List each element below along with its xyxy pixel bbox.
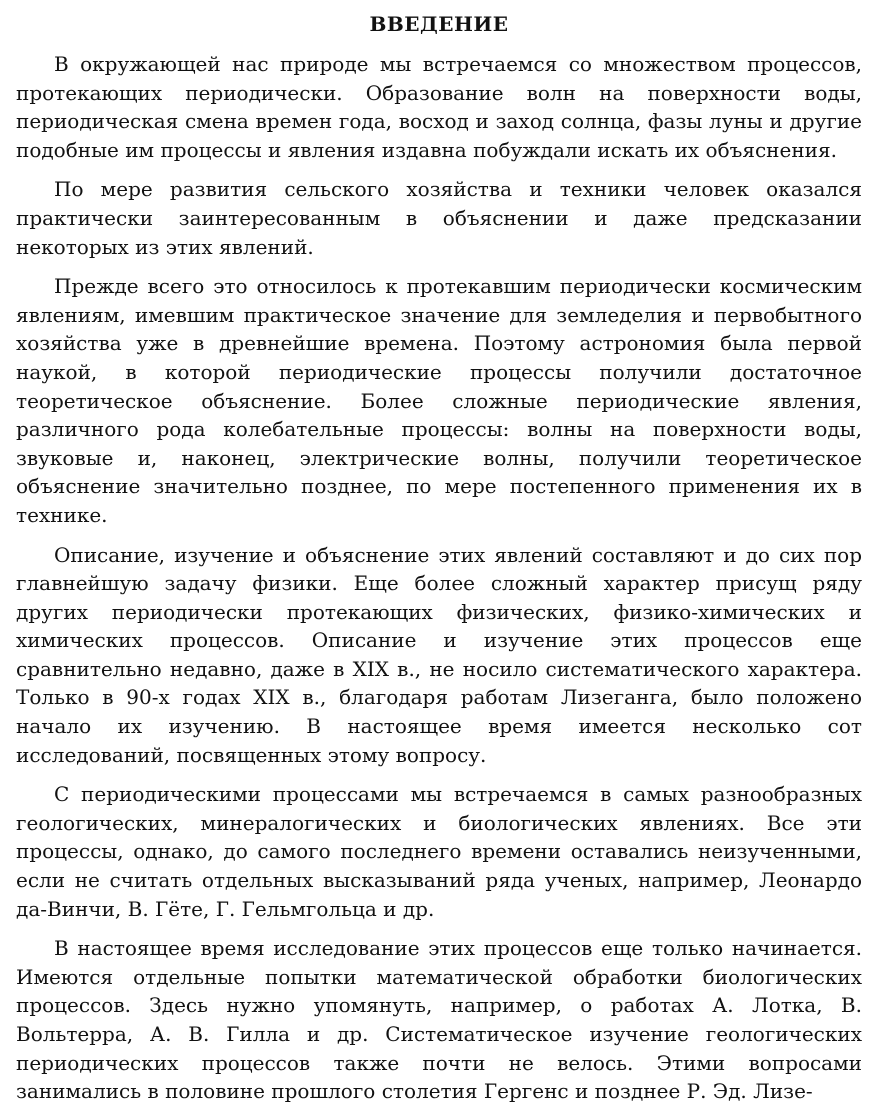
page-title: ВВЕДЕНИЕ: [369, 12, 509, 36]
paragraph-6: В настоящее время исследование этих процессов еще только начинается. Имеются отдельные попытки математической обработки биологических процессов. Здесь нужно упомянуть, например, о работах А. Лотка, В. Вольтерра, А. В. Гилла и др. Систематическое изучение геологических периодических процессов также почти не велось. Этими вопросами занимались в половине прошлого столетия Гергенс и позднее Р. Эд. Лизе-: [16, 936, 862, 1104]
paragraph-5: С периодическими процессами мы встречаемся в самых разнообразных геологических, минералогических и биологических явлениях. Все эти процессы, однако, до самого последнего времени оставались неизученными, если не считать отдельных высказываний ряда ученых, например, Леонардо да-Винчи, В. Гёте, Г. Гельмгольца и др.: [16, 782, 862, 921]
document-page: [16, 10, 862, 1117]
paragraph-4: Описание, изучение и объяснение этих явлений составляют и до сих пор главнейшую задачу физики. Еще более сложный характер присущ ряду других периодически протекающих физических, физико-химических и химических процессов. Описание и изучение этих процессов еще сравнительно недавно, даже в XIX в., не носило систематического характера. Только в 90-х годах XIX в., благодаря работам Лизеганга, было положено начало их изучению. В настоящее время имеется несколько сот исследований, посвященных этому вопросу.: [16, 542, 862, 767]
paragraph-1: В окружающей нас природе мы встречаемся со множеством процессов, протекающих периодически. Образование волн на поверхности воды, периодическая смена времен года, восход и заход солнца, фазы луны и другие подобные им процессы и явления издавна побуждали искать их объяснения.: [16, 52, 862, 162]
paragraph-3: Прежде всего это относилось к протекавшим периодически космическим явлениям, имевшим практическое значение для земледелия и первобытного хозяйства уже в древнейшие времена. Поэтому астрономия была первой наукой, в которой периодические процессы получили достаточное теоретическое объяснение. Более сложные периодические явления, различного рода колебательные процессы: волны на поверхности воды, звуковые и, наконец, электрические волны, получили теоретическое объяснение значительно позднее, по мере постепенного применения их в технике.: [16, 274, 862, 527]
paragraph-2: По мере развития сельского хозяйства и техники человек оказался практически заинтересованным в объяснении и даже предсказании некоторых из этих явлений.: [16, 177, 862, 259]
